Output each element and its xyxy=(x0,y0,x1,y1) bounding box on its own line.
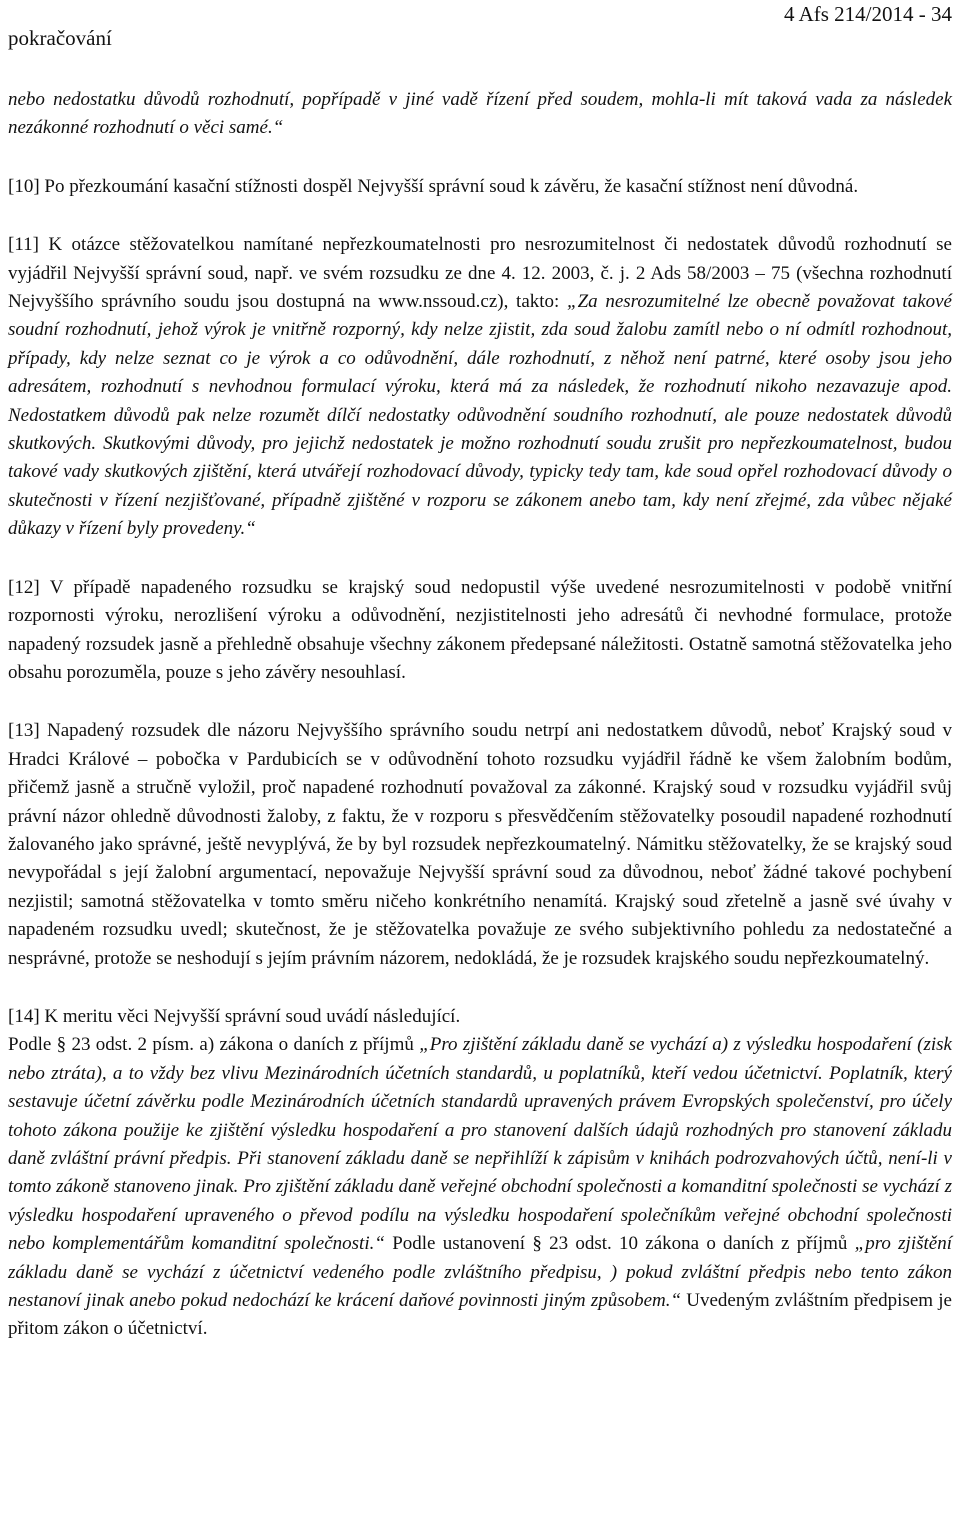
paragraph-14 xyxy=(8,1031,952,1343)
paragraph-12: [12] V případě napadeného rozsudku se krajský soud nedopustil výše uvedené nesrozumitelnosti v podobě vnitřní rozpornosti výroku, nerozlišení výroku a odůvodnění, nezjistitelnosti jeho adresátů či nevhodné formulace, protože napadený rozsudek jasně a přehledně obsahuje všechny zákonem předepsané náležitosti. Ostatně samotná stěžovatelka jeho obsahu porozuměla, pouze s jeho závěry nesouhlasí. xyxy=(8,576,952,683)
paragraph-14-heading: [14] K meritu věci Nejvyšší správní soud uvádí následující. xyxy=(8,1005,461,1027)
paragraph-14-text-1: Podle § 23 odst. 2 písm. a) zákona o daních z příjmů xyxy=(8,1034,420,1056)
paragraph-11-text: [11] K otázce stěžovatelkou namítané nepřezkoumatelnosti pro nesrozumitelnost či nedostatek důvodů rozhodnutí se vyjádřil Nejvyšší správní soud, např. ve svém rozsudku ze dne 4. 12. 2003, č. j. 2 Ads 58/2003 – 75 (všechna rozhodnutí Nejvyššího správního soudu jsou dostupná na www.nssoud.cz), takto: xyxy=(8,234,952,313)
paragraph-10: [10] Po přezkoumání kasační stížnosti dospěl Nejvyšší správní soud k závěru, že kasační stížnost není důvodná. xyxy=(8,175,859,197)
page-header xyxy=(8,0,952,60)
document-body xyxy=(8,86,952,1344)
paragraph-13: [13] Napadený rozsudek dle názoru Nejvyššího správního soudu netrpí ani nedostatkem důvodů, neboť Krajský soud v Hradci Králové – pobočka v Pardubicích se v odůvodnění tohoto rozsudku vyjádřil řádně ke všem žalobním bodům, přičemž jasně a stručně vyložil, proč napadené rozhodnutí považoval za zákonné. Krajský soud v rozsudku vyjádřil svůj právní názor ohledně důvodnosti žaloby, z faktu, že v rozporu s přesvědčením stěžovatelky posoudil napadené rozhodnutí žalovaného jako správné, ještě nevyplývá, že by byl rozsudek nepřezkoumatelný. Námitku stěžovatelky, že se krajský soud nevypořádal s její žalobní argumentací, nepovažuje Nejvyšší správní soud za důvodnou, neboť žádné takové pochybení nezjistil; samotná stěžovatelka v tomto směru ničeho konkrétního nenamítá. Krajský soud zřetelně a jasně své úvahy v napadeném rozsudku uvedl; skutečnost, že je stěžovatelka považuje ze svého subjektivního pohledu za nedostatečné a nesprávné, protože se neshodují s jejím právním názorem, nedokládá, že je rozsudek krajského soudu nepřezkoumatelný. xyxy=(8,720,952,969)
paragraph-11-quote: „Za nesrozumitelné lze obecně považovat takové soudní rozhodnutí, jehož výrok je vnitřně rozporný, kdy nelze zjistit, zda soud žalobu zamítl nebo o ní odmítl rozhodnout, případy, kdy nelze seznat co je výrok a co odůvodnění, dále rozhodnutí, z něhož není patrné, které osoby jsou jeho adresátem, rozhodnutí s nevhodnou formulací výroku, která má za následek, že rozhodnutí nikoho nezavazuje apod. Nedostatkem důvodů pak nelze rozumět dílčí nedostatky odůvodnění soudního rozhodnutí, ale pouze nedostatek důvodů skutkových. Skutkovými důvody, pro jejichž nedostatek je možno rozhodnutí soudu zrušit pro nepřezkoumatelnost, budou takové vady skutkových zjištění, která utvářejí rozhodovací důvody, typicky tedy tam, kde soud opřel rozhodovací důvody o skutečnosti v řízení nezjišťované, případně zjištěné v rozporu se zákonem anebo tam, kdy není zřejmé, zda vůbec nějaké důkazy v řízení byly provedeny.“ xyxy=(8,291,952,540)
paragraph-quote-end xyxy=(8,86,952,143)
case-number: 4 Afs 214/2014 - 34 xyxy=(784,2,952,26)
continuation-label: pokračování xyxy=(8,26,112,50)
paragraph-11 xyxy=(8,231,952,543)
paragraph-14-text-3: Uvedeným zvláštním předpisem je přitom zákon o účetnictví. xyxy=(8,1290,952,1340)
quote-text: nebo nedostatku důvodů rozhodnutí, popřípadě v jiné vadě řízení před soudem, mohla-li mít taková vada za následek nezákonné rozhodnutí o věci samé.“ xyxy=(8,89,952,139)
paragraph-14-text-2: Podle ustanovení § 23 odst. 10 zákona o daních z příjmů xyxy=(384,1233,855,1255)
paragraph-14-quote-1: „Pro zjištění základu daně se vychází a) z výsledku hospodaření (zisk nebo ztráta), a to vždy bez vlivu Mezinárodních účetních standardů, u poplatníků, kteří vedou účetnictví. Poplatník, který sestavuje účetní závěrku podle Mezinárodních účetních standardů upravených právem Evropských společenství, pro účely tohoto zákona použije ke zjištění výsledku hospodaření a pro stanovení dalších údajů rozhodných pro stanovení základu daně zvláštní právní předpis. Při stanovení základu daně se nepřihlíží k zápisům v knihách podrozvahových účtů, není-li v tomto zákoně stanoveno jinak. Pro zjištění základu daně veřejné obchodní společnosti a komanditní společnosti se vychází z výsledku hospodaření upraveného o převod podílu na výsledku hospodaření společníkům veřejné obchodní společnosti nebo komplementářům komanditní společnosti.“ xyxy=(8,1034,952,1255)
paragraph-14-quote-2: „pro zjištění základu daně se vychází z účetnictví vedeného podle zvláštního předpisu, ) pokud zvláštní předpis nebo tento zákon nestanoví jinak anebo pokud nedochází ke krácení daňové povinnosti jiným způsobem.“ xyxy=(8,1233,952,1312)
